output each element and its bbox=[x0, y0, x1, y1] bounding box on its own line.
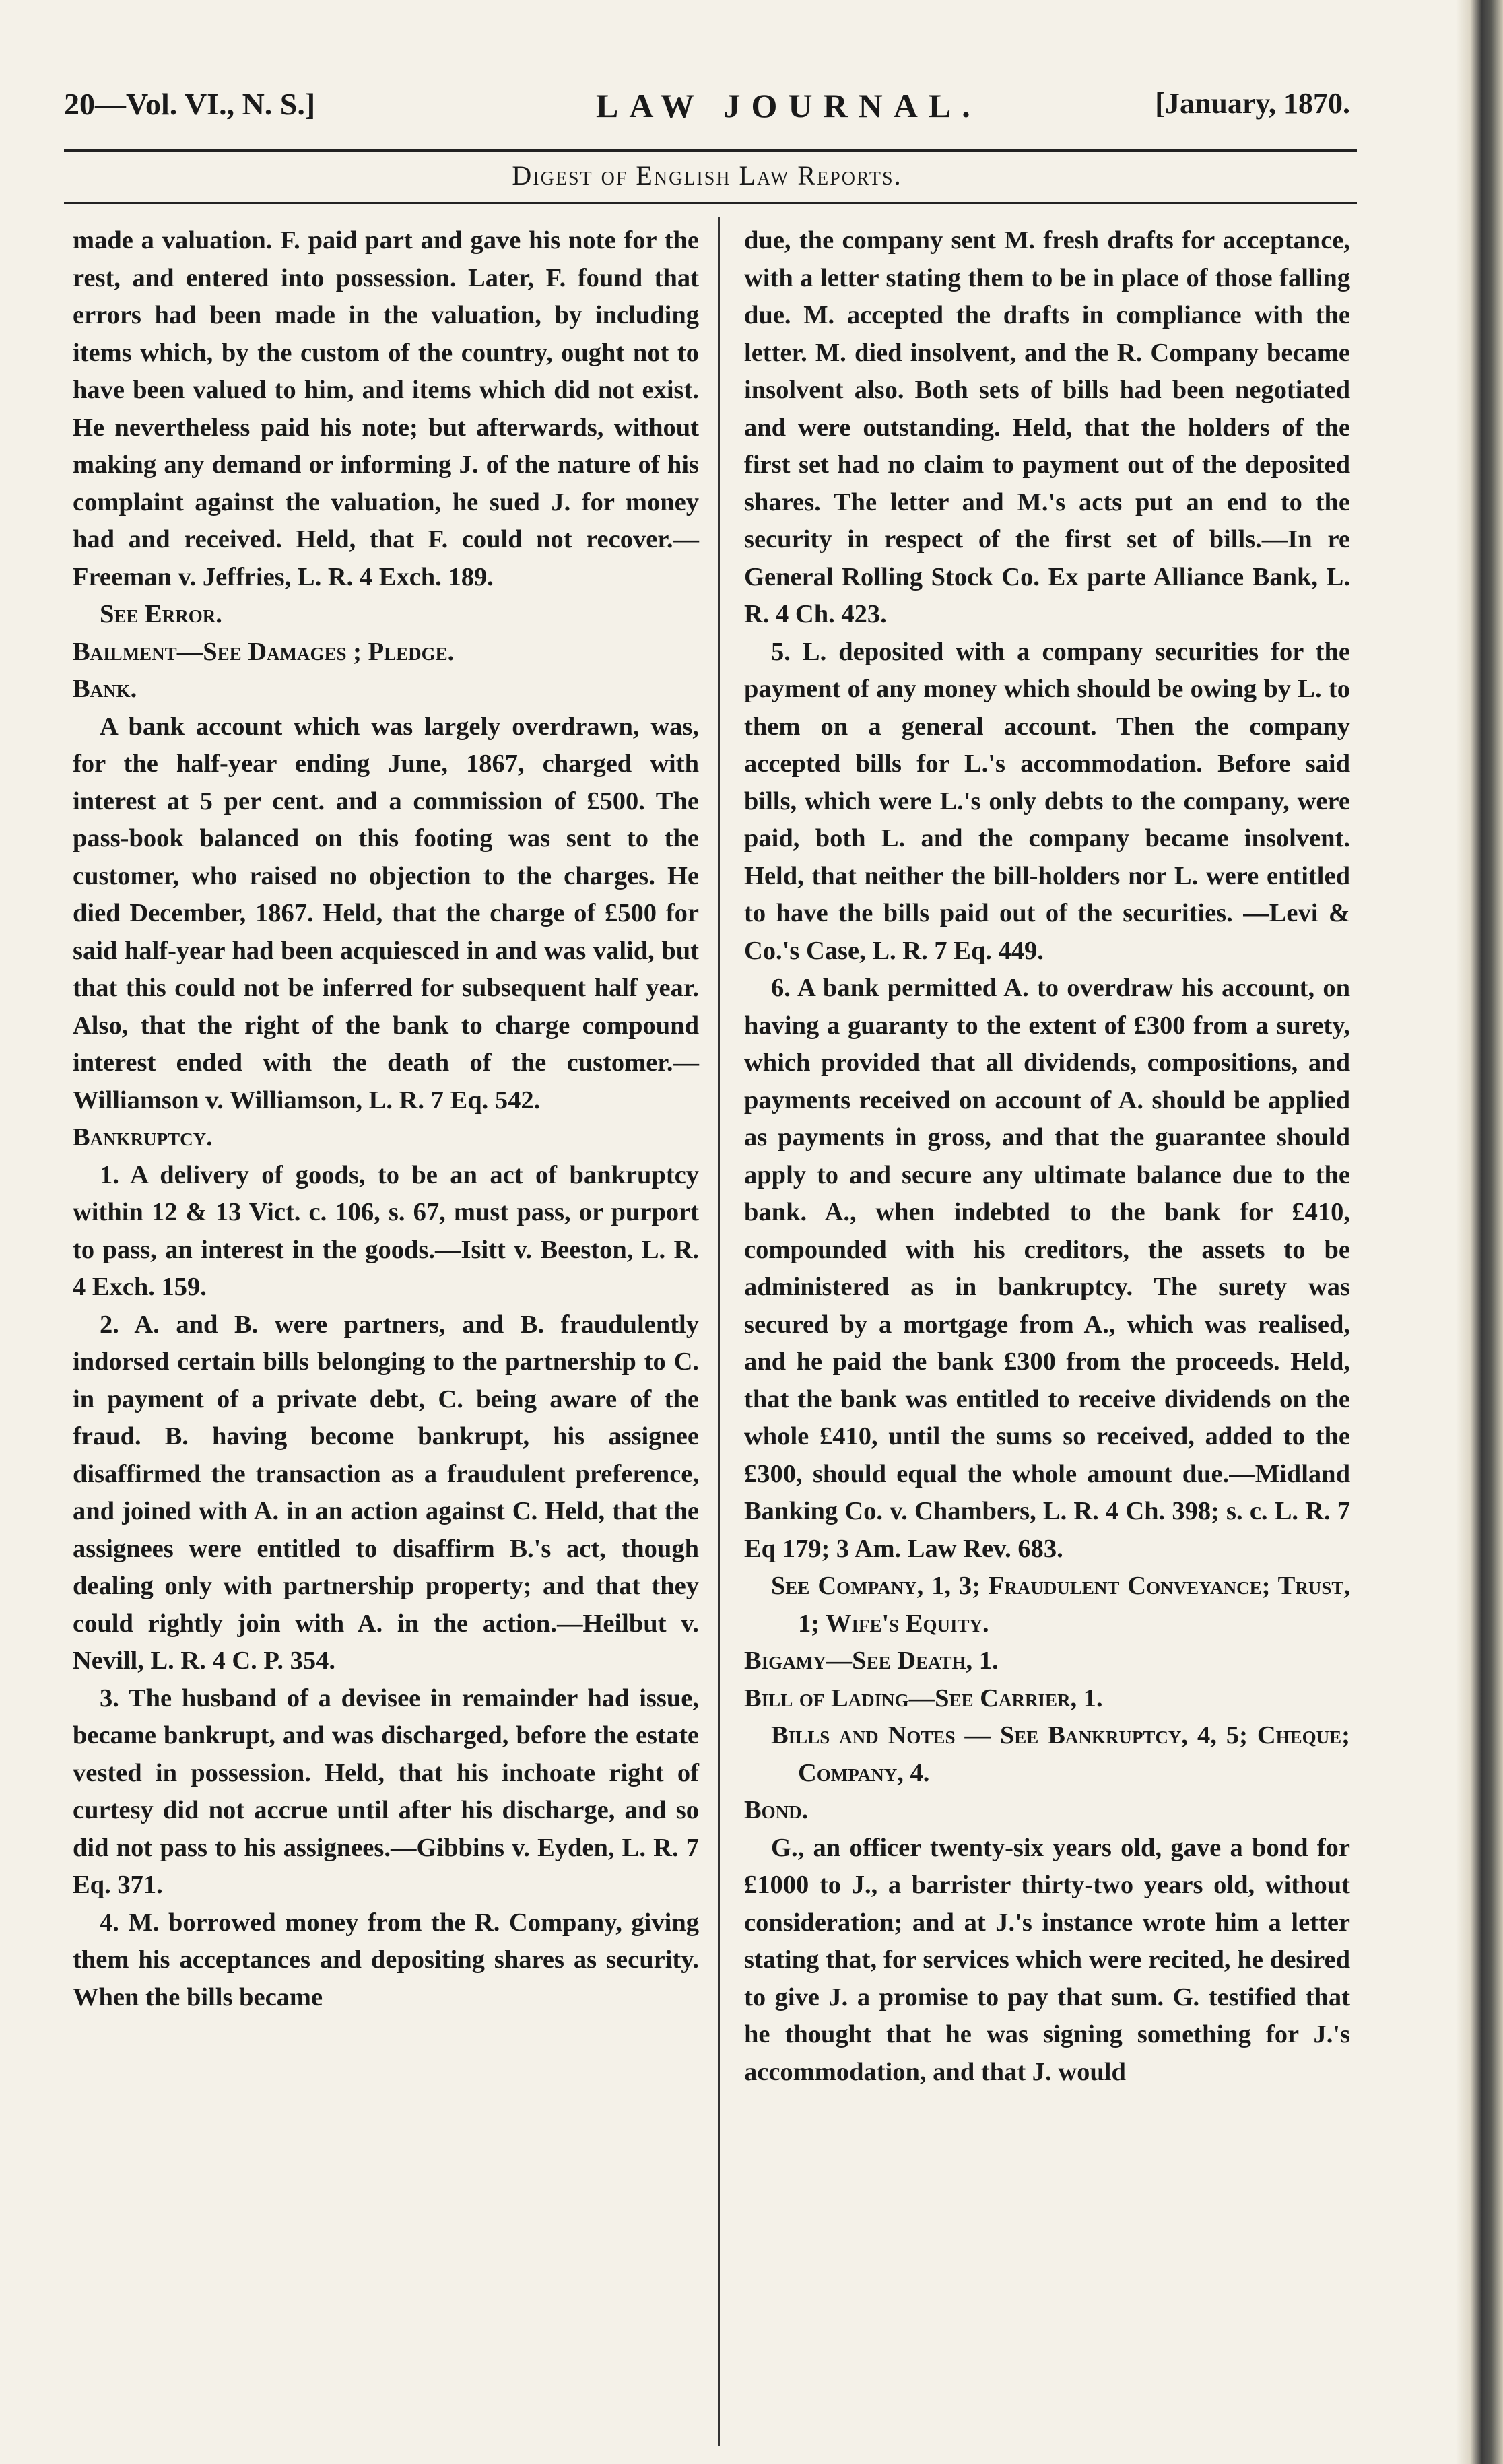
digest-heading: Bill of Lading—See Carrier, 1. bbox=[744, 1684, 1103, 1712]
left-column bbox=[73, 222, 699, 2016]
digest-heading: Bigamy—See Death, 1. bbox=[744, 1646, 999, 1675]
paragraph: 2. A. and B. were partners, and B. fraudulently indorsed certain bills belonging to the partnership to C. in payment of a private debt, C. being aware of the fraud. B. having become bankrupt, his assignee disaffirmed the transaction as a fraudulent preference, and joined with A. in an action against C. Held, that the assignees were entitled to disaffirm B.'s act, though dealing only with partnership property; and that they could rightly join with A. in the action.—Heilbut v. Nevill, L. R. 4 C. P. 354. bbox=[73, 1310, 699, 1675]
cross-reference: See Company, 1, 3; Fraudulent Conveyance; Trust, 1; Wife's Equity. bbox=[771, 1572, 1350, 1638]
paragraph: 1. A delivery of goods, to be an act of bankruptcy within 12 & 13 Vict. c. 106, s. 67, must pass, or purport to pass, an interest in the goods.—Isitt v. Beeston, L. R. 4 Exch. 159. bbox=[73, 1160, 699, 1301]
page-edge-shadow bbox=[1456, 0, 1503, 2464]
column-divider bbox=[718, 217, 720, 2446]
subheader-rule bbox=[64, 202, 1357, 204]
section-title: Digest of English Law Reports. bbox=[512, 160, 902, 191]
paragraph: 4. M. borrowed money from the R. Company, giving them his acceptances and depositing shares as security. When the bills became bbox=[73, 1908, 699, 2011]
journal-title: LAW JOURNAL. bbox=[596, 87, 981, 125]
paragraph: A bank account which was largely overdrawn, was, for the half-year ending June, 1867, charged with interest at 5 per cent. and a commission of £500. The pass-book balanced on this footing was sent to the customer, who raised no objection to the charges. He died December, 1867. Held, that the charge of £500 for said half-year had been acquiesced in and was valid, but that this could not be inferred for subsequent half year. Also, that the right of the bank to charge compound interest ended with the death of the customer.— Williamson v. Williamson, L. R. 7 Eq. 542. bbox=[73, 712, 699, 1114]
volume-label: 20—Vol. VI., N. S.] bbox=[64, 87, 316, 121]
running-header bbox=[64, 86, 1350, 140]
digest-heading: Bailment—See Damages ; Pledge. bbox=[73, 637, 455, 666]
digest-heading: Bond. bbox=[744, 1796, 809, 1824]
paragraph: 3. The husband of a devisee in remainder had issue, became bankrupt, and was discharged, before the estate vested in possession. Held, that his inchoate right of curtesy did not accrue until after his discharge, and so did not pass to his assignees.—Gibbins v. Eyden, L. R. 7 Eq. 371. bbox=[73, 1684, 699, 1899]
digest-heading: Bankruptcy. bbox=[73, 1123, 213, 1152]
issue-date: [January, 1870. bbox=[1155, 87, 1350, 120]
paragraph: 6. A bank permitted A. to overdraw his account, on having a guaranty to the extent of £300 from a surety, which provided that all dividends, compositions, and payments received on account of A. should be applied as payments in gross, and that the guarantee should apply to and secure any ultimate balance due to the bank. A., when indebted to the bank for £410, compounded with his creditors, the assets to be administered as in bankruptcy. The surety was secured by a mortgage from A., which was realised, and he paid the bank £300 from the proceeds. Held, that the bank was entitled to receive dividends on the whole £410, until the sums so received, added to the £300, should equal the whole amount due.—Midland Banking Co. v. Chambers, L. R. 4 Ch. 398; s. c. L. R. 7 Eq 179; 3 Am. Law Rev. 683. bbox=[744, 974, 1350, 1563]
paragraph: 5. L. deposited with a company securities for the payment of any money which should be owing by L. to them on a general account. Then the company accepted bills for L.'s accommodation. Before said bills, which were L.'s only debts to the company, were paid, both L. and the company became insolvent. Held, that neither the bill-holders nor L. were entitled to have the bills paid out of the securities. —Levi & Co.'s Case, L. R. 7 Eq. 449. bbox=[744, 637, 1350, 965]
paragraph: made a valuation. F. paid part and gave his note for the rest, and entered into possession. Later, F. found that errors had been made in the valuation, by including items which, by the custom of the country, ought not to have been valued to him, and items which did not exist. He nevertheless paid his note; but afterwards, without making any demand or informing J. of the nature of his complaint against the valuation, he sued J. for money had and received. Held, that F. could not recover.—Freeman v. Jeffries, L. R. 4 Exch. 189. bbox=[73, 226, 699, 591]
paragraph: G., an officer twenty-six years old, gave a bond for £1000 to J., a barrister thirty-two years old, without consideration; and at J.'s instance wrote him a letter stating that, for services which were recited, he desired to give J. a promise to pay that sum. G. testified that he thought that he was signing something for J.'s accommodation, and that J. would bbox=[744, 1833, 1350, 2086]
cross-reference: See Error. bbox=[100, 600, 222, 628]
digest-heading: Bills and Notes — See Bankruptcy, 4, 5; Cheque; Company, 4. bbox=[771, 1721, 1350, 1787]
paragraph: due, the company sent M. fresh drafts for acceptance, with a letter stating them to be in place of those falling due. M. accepted the drafts in compliance with the letter. M. died insolvent, and the R. Company became insolvent also. Both sets of bills had been negotiated and were outstanding. Held, that the holders of the first set had no claim to payment out of the deposited shares. The letter and M.'s acts put an end to the security in respect of the first set of bills.—In re General Rolling Stock Co. Ex parte Alliance Bank, L. R. 4 Ch. 423. bbox=[744, 226, 1350, 628]
digest-heading: Bank. bbox=[73, 675, 137, 703]
header-rule bbox=[64, 149, 1357, 152]
right-column bbox=[744, 222, 1350, 2091]
